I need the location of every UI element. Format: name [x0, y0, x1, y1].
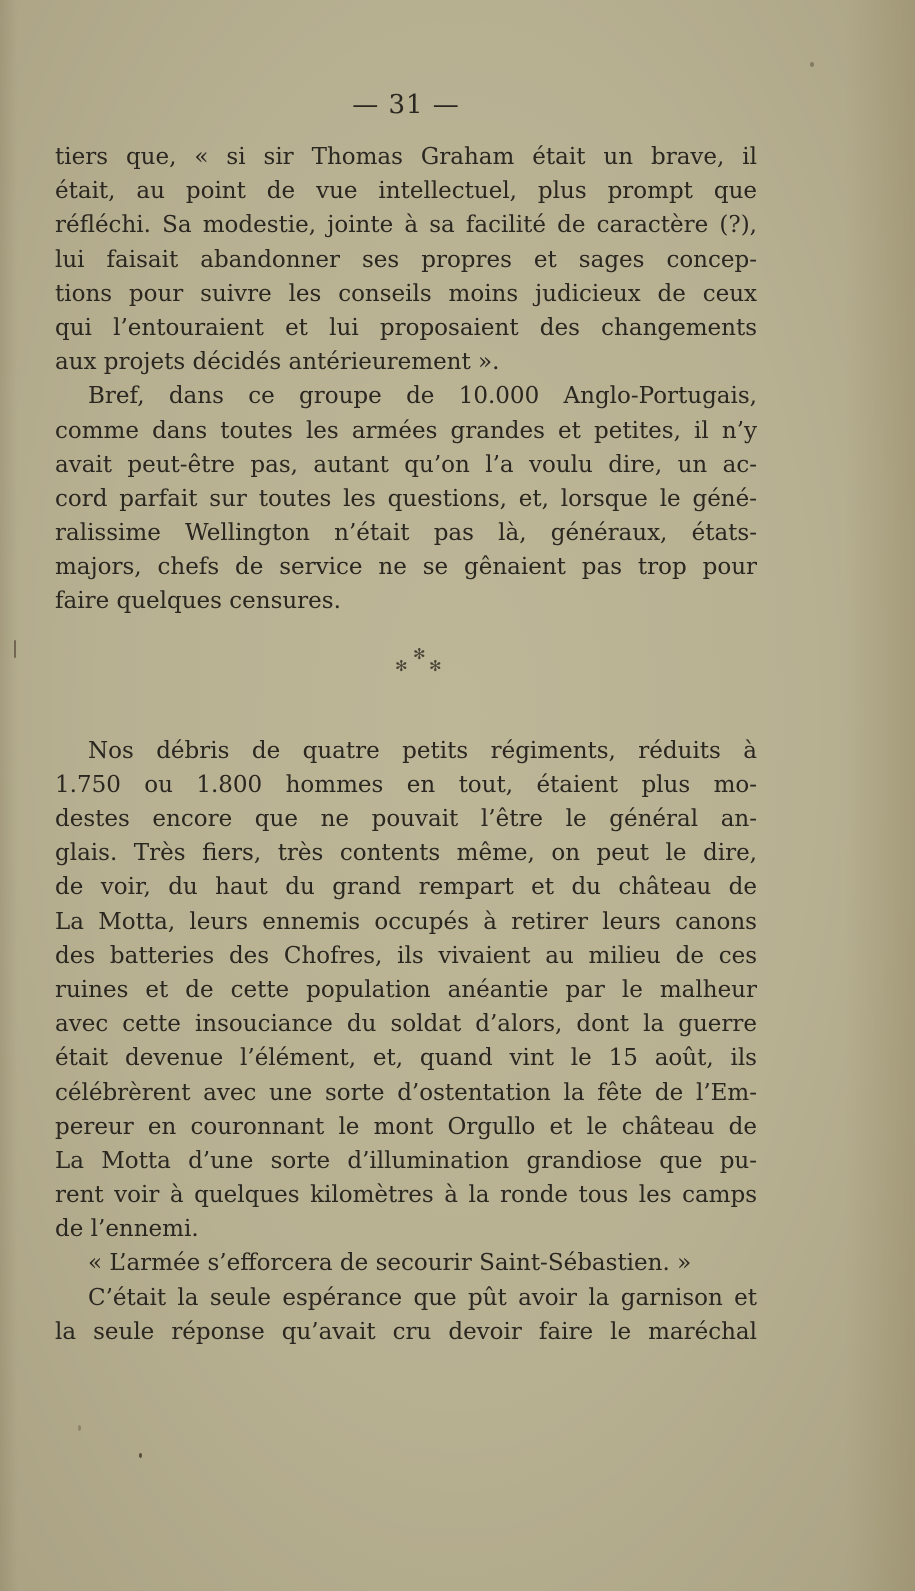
text-line: « L’armée s’efforcera de secourir Saint-Sébastien. »	[88, 1250, 692, 1277]
text-line: glais. Très fiers, très contents même, on peut le dire,	[55, 840, 757, 867]
text-line: La Motta, leurs ennemis occupés à retirer leurs canons	[55, 908, 757, 935]
text-line: avec cette insouciance du soldat d’alors, dont la guerre	[55, 1011, 757, 1038]
section-break	[55, 619, 757, 734]
page-shadow-right	[845, 0, 915, 1591]
text-line: ralissime Wellington n’était pas là, généraux, états-	[55, 520, 757, 547]
text-line: destes encore que ne pouvait l’être le général an-	[55, 806, 757, 832]
page-shadow-left	[0, 0, 18, 1591]
text-line: tions pour suivre les conseils moins judicieux de ceux	[55, 280, 757, 307]
page-number: — 31 —	[352, 90, 460, 120]
ink-speck	[78, 1425, 81, 1431]
text-line: avait peut-être pas, autant qu’on l’a voulu dire, un ac-	[55, 451, 757, 478]
text-line: comme dans toutes les armées grandes et petites, il n’y	[55, 417, 757, 444]
ink-speck	[14, 640, 16, 658]
text-line: cord parfait sur toutes les questions, et, lorsque le géné-	[55, 485, 757, 512]
text-line: était, au point de vue intellectuel, plus prompt que	[55, 178, 757, 205]
ink-speck	[139, 1453, 142, 1458]
text-line: rent voir à quelques kilomètres à la ronde tous les camps	[55, 1182, 757, 1209]
text-line: était devenue l’élément, et, quand vint le 15 août, ils	[55, 1045, 757, 1072]
text-line: La Motta d’une sorte d’illumination grandiose que pu-	[55, 1147, 757, 1174]
text-line: de l’ennemi.	[55, 1216, 199, 1243]
text-line: aux projets décidés antérieurement ».	[55, 349, 500, 376]
text-line: de voir, du haut du grand rempart et du château de	[55, 874, 757, 901]
text-line: réfléchi. Sa modestie, jointe à sa facilité de caractère (?),	[55, 212, 757, 239]
text-line: célébrèrent avec une sorte d’ostentation la fête de l’Em-	[55, 1079, 757, 1106]
text-line: Nos débris de quatre petits régiments, réduits à	[88, 737, 757, 764]
text-line: Bref, dans ce groupe de 10.000 Anglo-Portugais,	[88, 383, 757, 410]
asterism-icon: ✻ ✻ ✻	[395, 644, 442, 675]
paragraph	[55, 1281, 757, 1349]
text-line: 1.750 ou 1.800 hommes en tout, étaient plus mo-	[55, 771, 757, 798]
paragraph	[55, 734, 757, 1247]
text-line: lui faisait abandonner ses propres et sages concep-	[55, 246, 757, 273]
text-line: ruines et de cette population anéantie par le malheur	[55, 976, 757, 1003]
section-after-break	[55, 734, 757, 1349]
ink-speck	[810, 62, 814, 67]
paragraph	[55, 140, 757, 379]
body-text	[55, 140, 757, 1349]
text-line: pereur en couronnant le mont Orgullo et le château de	[55, 1113, 757, 1140]
section-before-break	[55, 140, 757, 619]
text-line: qui l’entouraient et lui proposaient des changements	[55, 314, 757, 341]
text-line: majors, chefs de service ne se gênaient pas trop pour	[55, 554, 757, 581]
text-line: C’était la seule espérance que pût avoir la garnison et	[88, 1284, 757, 1311]
text-line: tiers que, « si sir Thomas Graham était un brave, il	[55, 144, 757, 170]
text-line: des batteries des Chofres, ils vivaient au milieu de ces	[55, 942, 757, 969]
text-line: faire quelques censures.	[55, 588, 341, 615]
paragraph	[55, 1246, 757, 1280]
paragraph	[55, 379, 757, 618]
text-line: la seule réponse qu’avait cru devoir faire le maréchal	[55, 1318, 757, 1345]
